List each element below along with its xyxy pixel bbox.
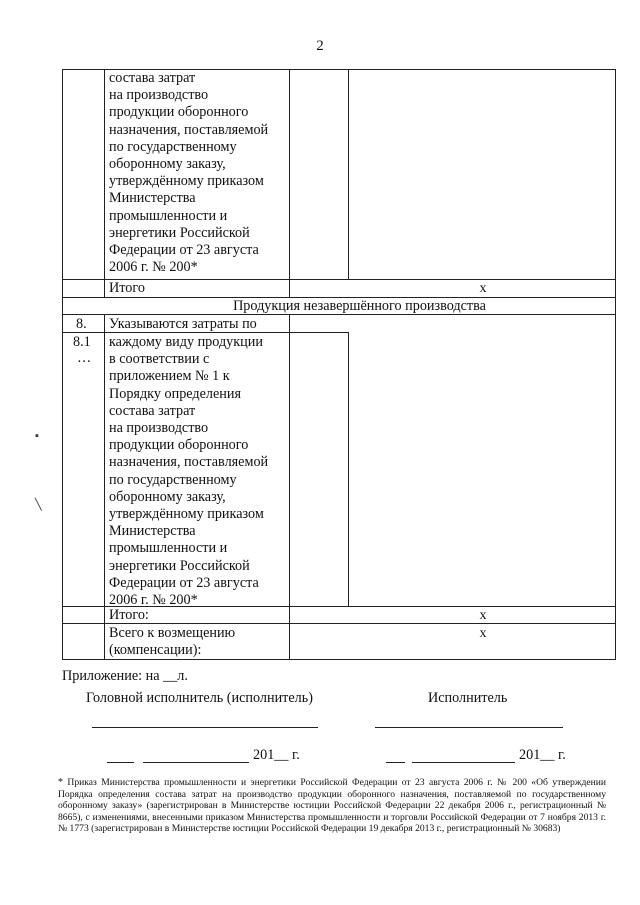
row-8-description: Указываются затраты по [109, 316, 257, 332]
row-divider-itogo-top [62, 279, 616, 280]
row-8-1-ellipsis: … [77, 350, 92, 366]
itogo-label: Итого [109, 280, 145, 296]
date-left-day-line [107, 762, 134, 763]
footnote [58, 777, 606, 835]
section-title: Продукция незавершённого производства [233, 298, 486, 314]
table-border-left [62, 69, 63, 659]
signature-right-line [375, 727, 563, 728]
grand-total-mark: x [479, 626, 487, 641]
signature-left-title: Головной исполнитель (исполнитель) [86, 690, 313, 706]
signature-right-title: Исполнитель [428, 690, 508, 706]
col-divider-3 [348, 69, 349, 279]
grand-total-label: Всего к возмещению (компенсации): [109, 625, 236, 659]
row-8-number: 8. [76, 316, 87, 332]
signature-left-line [92, 727, 318, 728]
footnote-star: * [58, 777, 63, 788]
date-left-month-line [143, 762, 249, 763]
col-divider-1 [104, 69, 105, 297]
date-left-year: 201__ г. [253, 747, 300, 763]
page-number: 2 [316, 38, 324, 54]
itogo-mark: x [479, 281, 487, 296]
row-8-1-description: каждому виду продукции в соответствии с приложением № 1 к Порядку определения состава затрат на производство продукции оборонного назначения, поставляемой по государственному оборонному заказу, утверждённому приказом Министерства промышленности и энергетики Российской Федерации от 23 августа 2006 г. № 200* [109, 334, 269, 609]
col-divider-2 [289, 69, 290, 297]
attachment-line: Приложение: на __л. [62, 668, 188, 684]
col-divider-3b [348, 332, 349, 606]
col-divider-1b [104, 314, 105, 659]
scan-speck-1: ▪ [35, 430, 39, 442]
row-8-1-number: 8.1 [73, 334, 91, 350]
row-divider-section-bottom [62, 314, 616, 315]
scan-speck-2: ╲ [35, 499, 42, 511]
table-border-right [615, 69, 616, 659]
itogo-2-mark: x [479, 608, 487, 623]
itogo-2-label: Итого: [109, 607, 149, 623]
row-7-description: состава затрат на производство продукции оборонного назначения, поставляемой по государственному оборонному заказу, утверждённому приказом Министерства промышленности и энергетики Российской Федерации от 23 августа 2006 г. № 200* [109, 70, 269, 276]
date-right-day-line [386, 762, 405, 763]
date-right-month-line [412, 762, 515, 763]
footnote-text: Приказ Министерства промышленности и энергетики Российской Федерации от 23 августа 2006 г. № 200 «Об утверждении Порядка определения состава затрат на производство продукции оборонного назначения, поставляемой по государственному оборонному заказу» (зарегистрирован в Министерстве юстиции Российской Федерации 22 декабря 2006 г., регистрационный № 8665), с изменениями, внесенными приказом Министерства промышленности и торговли Российской Федерации от 7 ноября 2013 г. № 1773 (зарегистрирован в Министерстве юстиции Российской Федерации 19 декабря 2013 г., регистрационный № 30683) [58, 777, 606, 835]
date-right-year: 201__ г. [519, 747, 566, 763]
col-divider-2b [289, 314, 290, 659]
